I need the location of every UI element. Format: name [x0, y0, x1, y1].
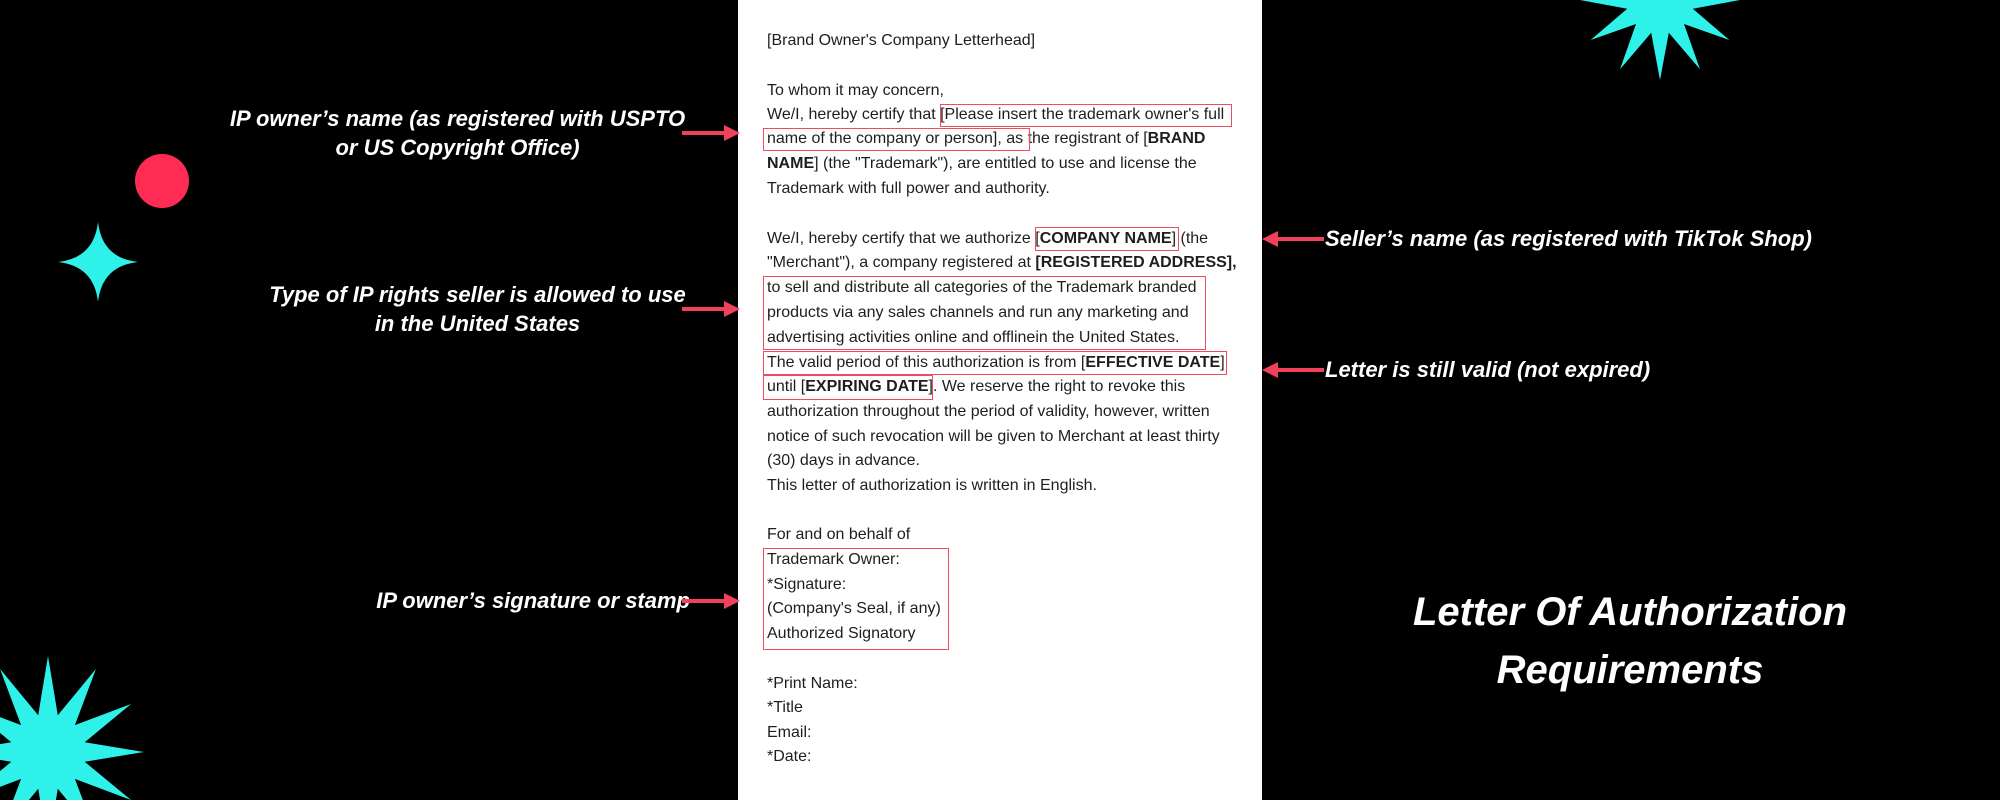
arrow-left-icon — [1262, 230, 1324, 248]
arrow-right-icon — [682, 592, 740, 610]
greeting: To whom it may concern, — [767, 82, 944, 99]
callout-ip-owner-name: IP owner’s name (as registered with USPTO or US Copyright Office) — [229, 106, 686, 160]
paragraph-1-line-4: Trademark with full power and authority. — [767, 180, 1050, 197]
highlight-owner-name-line-1 — [940, 104, 1232, 127]
callout-seller-name: Seller’s name (as registered with TikTok Shop) — [1325, 226, 1813, 251]
highlight-effective-date — [763, 351, 1227, 375]
callout-ip-rights-type: Type of IP rights seller is allowed to use in the United States — [269, 282, 686, 336]
paragraph-1-line-2: name of the company or person], as the registrant of [BRAND — [767, 130, 1206, 147]
print-name-field: *Print Name: — [767, 675, 858, 692]
starburst-bottom-left-icon — [0, 650, 150, 800]
arrow-right-icon — [682, 300, 740, 318]
paragraph-2-line-9: notice of such revocation will be given to Merchant at least thirty — [767, 428, 1220, 445]
highlight-signature-block — [763, 548, 949, 650]
paragraph-2-line-5: advertising activities online and offlinein the United States. — [767, 329, 1180, 346]
date-field: *Date: — [767, 748, 812, 765]
sparkle-star-icon — [58, 222, 138, 302]
closing-line-4: (Company's Seal, if any) — [767, 600, 941, 617]
paragraph-2-line-3: to sell and distribute all categories of the Trademark branded — [767, 279, 1197, 296]
closing-line-2: Trademark Owner: — [767, 551, 900, 568]
pink-circle-icon — [135, 154, 189, 208]
paragraph-2-line-7: until [EXPIRING DATE]. We reserve the right to revoke this — [767, 378, 1186, 395]
paragraph-2-line-1: We/I, hereby certify that we authorize [COMPANY NAME] (the — [767, 230, 1209, 247]
closing-line-3: *Signature: — [767, 576, 847, 593]
callout-validity: Letter is still valid (not expired) — [1325, 357, 1651, 382]
page-title: Letter Of Authorization Requirements — [1412, 590, 1848, 692]
authorization-letter-document — [738, 0, 1262, 800]
email-field: Email: — [767, 724, 812, 741]
paragraph-2-line-6: The valid period of this authorization is from [EFFECTIVE DATE] — [767, 354, 1225, 371]
paragraph-2-line-11: This letter of authorization is written in English. — [767, 477, 1097, 494]
arrow-right-icon — [682, 124, 740, 142]
paragraph-2-line-2: "Merchant"), a company registered at [REGISTERED ADDRESS], — [767, 254, 1237, 271]
paragraph-1-line-3: NAME] (the "Trademark"), are entitled to use and license the — [767, 155, 1197, 172]
paragraph-2-line-10: (30) days in advance. — [767, 452, 920, 469]
starburst-top-right-icon — [1560, 0, 1760, 90]
arrow-left-icon — [1262, 361, 1324, 379]
highlight-company-name — [1035, 227, 1179, 251]
highlight-ip-rights — [763, 276, 1206, 350]
closing-line-1: For and on behalf of — [767, 526, 911, 543]
title-field: *Title — [767, 699, 803, 716]
letterhead: [Brand Owner's Company Letterhead] — [767, 32, 1036, 49]
paragraph-1-line-1: We/I, hereby certify that [Please insert the trademark owner's full — [767, 106, 1225, 123]
paragraph-2-line-8: authorization throughout the period of validity, however, written — [767, 403, 1210, 420]
highlight-expiring-date — [763, 375, 933, 400]
callout-signature: IP owner’s signature or stamp — [376, 588, 690, 613]
closing-line-5: Authorized Signatory — [767, 625, 916, 642]
paragraph-2-line-4: products via any sales channels and run any marketing and — [767, 304, 1189, 321]
highlight-owner-name-line-2 — [763, 128, 1030, 151]
